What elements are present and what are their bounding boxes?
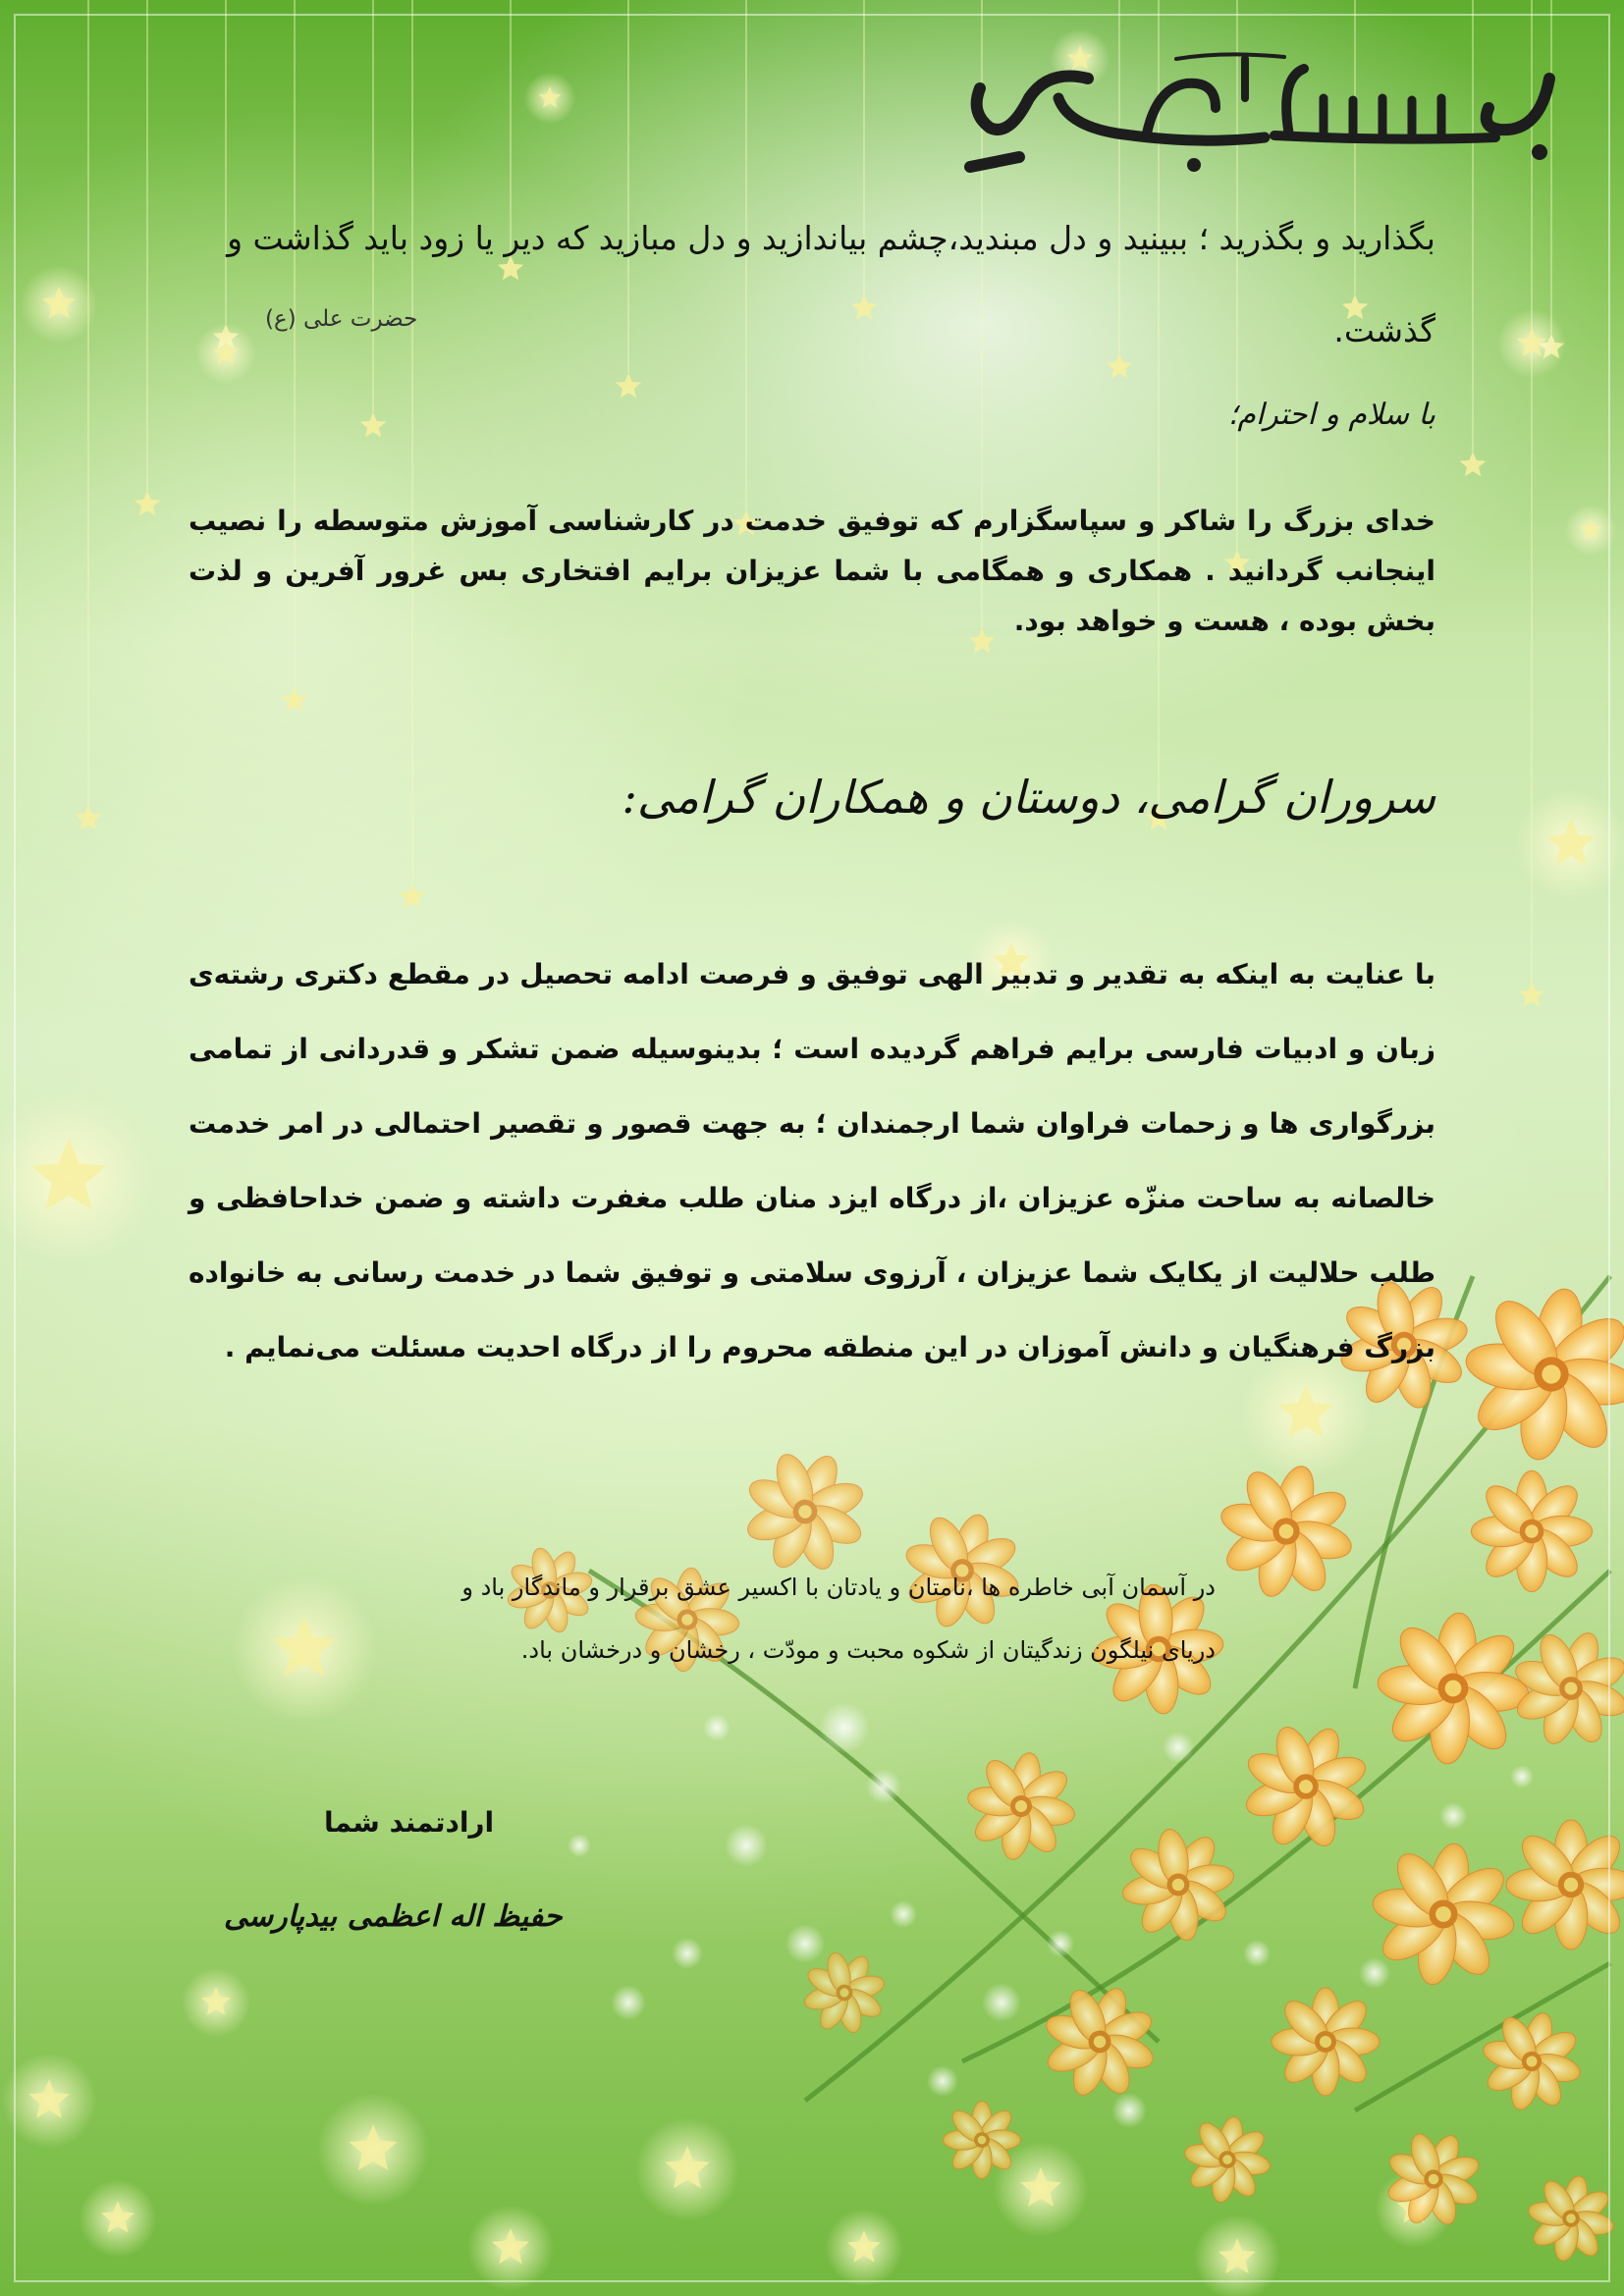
quote-text: بگذارید و بگذرید ؛ ببینید و دل مبندید،چشم بیاندازید و دل مبازید که دیر یا زود باید گذاشت و گذشت. xyxy=(227,219,1435,349)
quote-attribution: حضرت علی (ع) xyxy=(265,306,418,332)
bismillah-calligraphy-icon xyxy=(950,39,1569,187)
bokeh-light xyxy=(1359,1957,1390,1989)
closing-wishes xyxy=(224,1556,1216,1682)
flower-icon xyxy=(1520,2167,1622,2269)
star-icon xyxy=(1460,452,1487,476)
flower-icon xyxy=(1272,1988,1380,2096)
signature-line-1: ارادتمند شما xyxy=(324,1806,495,1839)
star-icon xyxy=(1519,982,1545,1006)
star-icon xyxy=(360,412,387,437)
signature-name: حفیظ اله اعظمی بیدپارسی xyxy=(224,1899,563,1934)
bokeh-light xyxy=(1163,1732,1194,1763)
bokeh-light xyxy=(1243,1940,1271,1967)
bokeh-light xyxy=(866,1769,901,1804)
bokeh-light xyxy=(611,1985,646,2020)
bokeh-light xyxy=(1439,1802,1467,1830)
bokeh-light xyxy=(725,1824,768,1867)
bokeh-light xyxy=(819,1702,870,1753)
closing-line-2: دریای نیلگون زندگیتان از شکوه محبت و مودّت ، رخشان و درخشان باد. xyxy=(520,1636,1216,1664)
flower-icon xyxy=(1506,1820,1624,1949)
star-icon xyxy=(76,805,102,829)
salutation: با سلام و احترام؛ xyxy=(1227,398,1435,432)
address-heading: سروران گرامی، دوستان و همکاران گرامی: xyxy=(622,771,1435,824)
star-icon xyxy=(135,491,161,515)
star-icon xyxy=(400,883,426,908)
bokeh-light xyxy=(890,1900,917,1928)
star-icon xyxy=(282,687,308,712)
flower-decorations xyxy=(491,1256,1624,2269)
flower-icon xyxy=(943,2101,1020,2178)
bokeh-light xyxy=(1111,2093,1147,2128)
flower-icon xyxy=(1177,2109,1277,2210)
closing-line-1: در آسمان آبی خاطره ها ،نامتان و یادتان با اکسیر عشق برقرار و ماندگار باد و xyxy=(461,1574,1216,1601)
bokeh-light xyxy=(785,1924,825,1963)
flower-icon xyxy=(1471,2001,1593,2122)
bokeh-light xyxy=(1510,1765,1534,1789)
flower-icon xyxy=(1028,1970,1172,2114)
bokeh-light xyxy=(982,1983,1021,2022)
bokeh-light xyxy=(927,2065,958,2097)
flower-icon xyxy=(958,1743,1083,1868)
paragraph-gratitude: خدای بزرگ را شاکر و سپاسگزارم که توفیق خدمت در کارشناسی آموزش متوسطه را نصیب اینجانب گردانید . همکاری و همگامی با شما عزیزان برایم افتخاری بس غرور آفرین و لذت بخش بوده ، هست و خواهد بود. xyxy=(189,505,1435,637)
flower-icon xyxy=(1372,1607,1536,1771)
bokeh-light xyxy=(568,1834,591,1857)
bokeh-light xyxy=(703,1714,731,1741)
bokeh-light xyxy=(1047,1930,1074,1957)
flower-icon xyxy=(1471,1470,1592,1591)
paragraph-farewell: با عنایت به اینکه به تقدیر و تدبیر الهی توفیق و فرصت ادامه تحصیل در مقطع دکتری رشته‌ی زبان و ادبیات فارسی برایم فراهم گردیده است ؛ بدینوسیله ضمن تشکر و قدردانی از تمامی بزرگواری ها و زحمات فراوان شما ارجمندان ؛ به جهت قصور و تقصیر احتمالی در امر خدمت خالصانه به ساحت منزّه عزیزان ،از درگاه ایزد منان طلب مغفرت داشته و ضمن خداحافظی و طلب حلالیت از یکایک شما عزیزان ، آرزوی سلامتی و توفیق شما در خدمت رسانی به خانواده بزرگ فرهنگیان و دانش آموزان در این منطقه محروم را از درگاه احدیت مسئلت می‌نمایم . xyxy=(189,958,1435,1363)
flower-icon xyxy=(1451,1274,1624,1474)
bokeh-light xyxy=(672,1938,703,1969)
flower-icon xyxy=(1222,1703,1389,1870)
